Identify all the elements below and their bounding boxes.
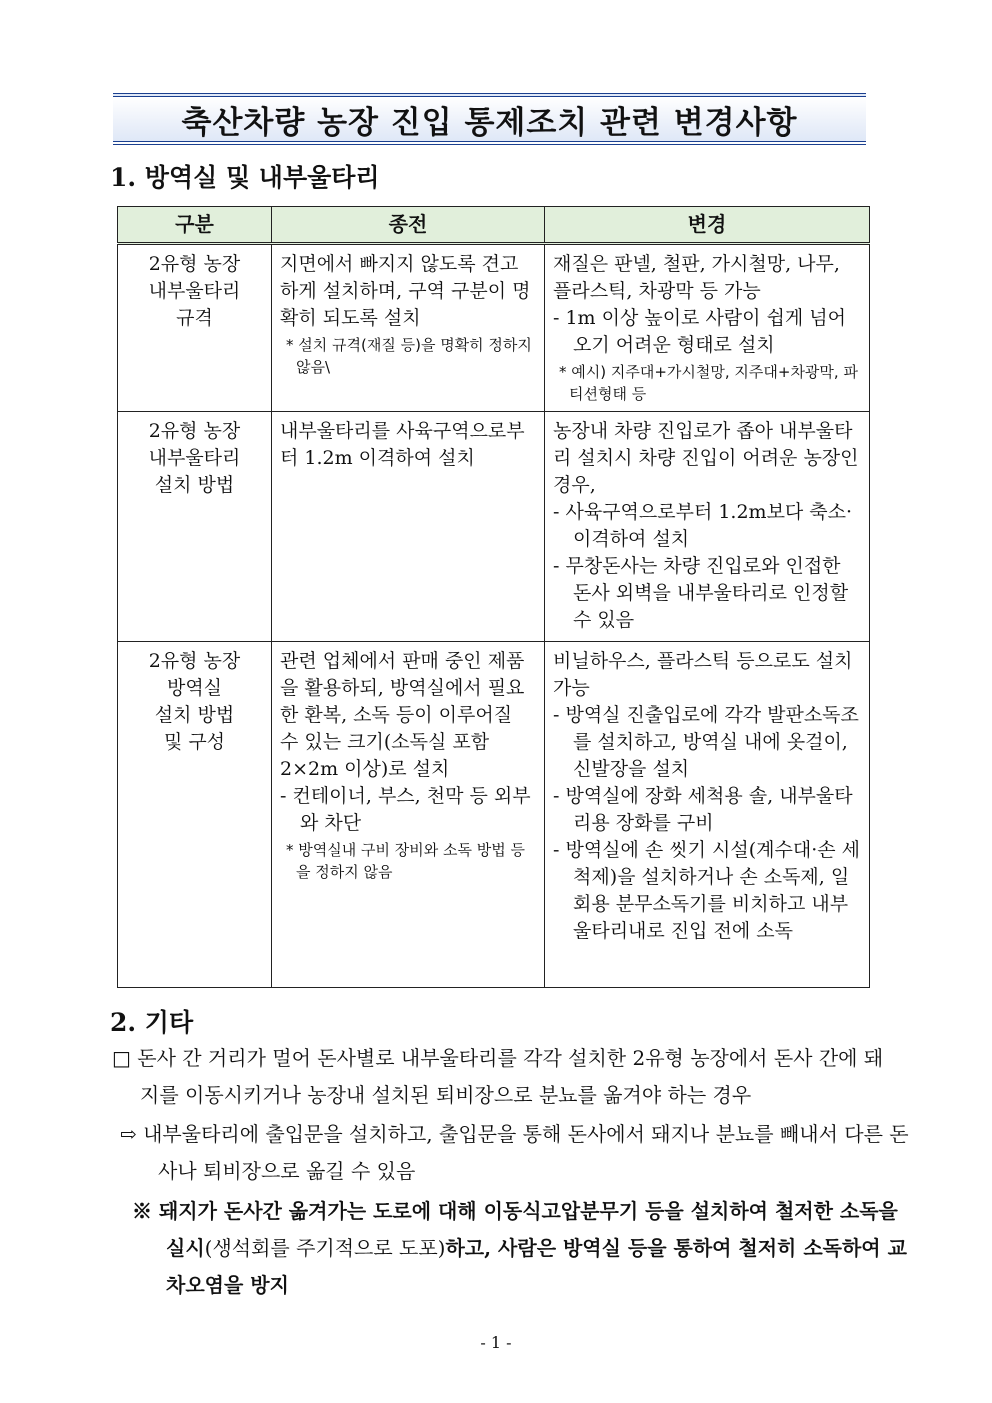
row-before xyxy=(272,642,545,988)
page-number: - 1 - xyxy=(480,1333,512,1352)
page-title: 축산차량 농장 진입 통제조치 관련 변경사항 xyxy=(181,104,798,141)
paragraph-situation: □ 돈사 간 거리가 멀어 돈사별로 내부울타리를 각각 설치한 2유형 농장에서 돈사 간에 돼지를 이동시키거나 농장내 설치된 퇴비장으로 분뇨를 옮겨야 하는 경우 xyxy=(112,1046,884,1107)
paragraph-action: ⇨ 내부울타리에 출입문을 설치하고, 출입문을 통해 돈사에서 돼지나 분뇨를 빼내서 다른 돈사나 퇴비장으로 옮길 수 있음 xyxy=(120,1122,909,1183)
before-note: * 방역실내 구비 장비와 소독 방법 등을 정하지 않음 xyxy=(286,841,525,881)
table-row xyxy=(118,642,870,988)
before-text: 내부울타리를 사육구역으로부터 1.2m 이격하여 설치 xyxy=(280,420,525,469)
row-after xyxy=(545,642,870,988)
col-header-after: 변경 xyxy=(545,207,870,244)
title-banner xyxy=(113,93,866,145)
after-item: - 방역실에 장화 세척용 솔, 내부울타리용 장화를 구비 xyxy=(553,785,853,834)
before-text: 지면에서 빠지지 않도록 견고하게 설치하며, 구역 구분이 명확히 되도록 설치 xyxy=(280,253,531,329)
row-category: 2유형 농장 방역실 설치 방법 및 구성 xyxy=(118,642,272,988)
table-row xyxy=(118,412,870,642)
row-before xyxy=(272,244,545,412)
section1-heading: 1. 방역실 및 내부울타리 xyxy=(110,163,380,192)
section2-heading: 2. 기타 xyxy=(110,1008,194,1037)
changes-table xyxy=(117,206,870,988)
row-before xyxy=(272,412,545,642)
row-category: 2유형 농장 내부울타리 규격 xyxy=(118,244,272,412)
after-item: - 방역실에 손 씻기 시설(계수대·손 세척제)을 설치하거나 손 소독제, 일회용 분무소독기를 비치하고 내부울타리내로 진입 전에 소독 xyxy=(553,839,861,942)
row-after xyxy=(545,412,870,642)
after-text: 농장내 차량 진입로가 좁아 내부울타리 설치시 차량 진입이 어려운 농장인 경우, xyxy=(553,420,859,496)
table-header-row xyxy=(118,207,870,244)
row-after xyxy=(545,244,870,412)
after-item: - 무창돈사는 차량 진입로와 인접한 돈사 외벽을 내부울타리로 인정할 수 있음 xyxy=(553,555,849,631)
after-text: 비닐하우스, 플라스틱 등으로도 설치 가능 xyxy=(553,650,853,699)
after-note: * 예시) 지주대+가시철망, 지주대+차광막, 파티션형태 등 xyxy=(559,363,858,403)
after-item: - 1m 이상 높이로 사람이 쉽게 넘어오기 어려운 형태로 설치 xyxy=(553,307,847,356)
row-category: 2유형 농장 내부울타리 설치 방법 xyxy=(118,412,272,642)
col-header-category: 구분 xyxy=(118,207,272,244)
after-text: 재질은 판넬, 철판, 가시철망, 나무, 플라스틱, 차광막 등 가능 xyxy=(553,253,840,302)
after-item: - 방역실 진출입로에 각각 발판소독조를 설치하고, 방역실 내에 옷걸이, 신발장을 설치 xyxy=(553,704,859,780)
col-header-before: 종전 xyxy=(272,207,545,244)
before-note: * 설치 규격(재질 등)을 명확히 정하지 않음\ xyxy=(286,336,532,376)
before-item: - 컨테이너, 부스, 천막 등 외부와 차단 xyxy=(280,785,531,834)
before-text: 관련 업체에서 판매 중인 제품을 활용하되, 방역실에서 필요한 환복, 소독 등이 이루어질 수 있는 크기(소독실 포함 2×2m 이상)로 설치 xyxy=(280,650,525,780)
table-row xyxy=(118,244,870,412)
paragraph-notice: ※ 돼지가 돈사간 옮겨가는 도로에 대해 이동식고압분무기 등을 설치하여 철저한 소독을 실시(생석회를 주기적으로 도포)하고, 사람은 방역실 등을 통하여 철저히 소독하여 교차오염을 방지 xyxy=(132,1199,907,1297)
after-item: - 사육구역으로부터 1.2m보다 축소·이격하여 설치 xyxy=(553,501,853,550)
